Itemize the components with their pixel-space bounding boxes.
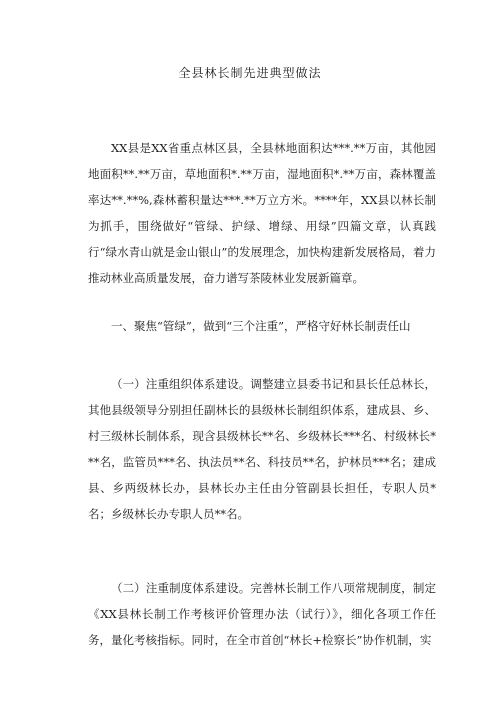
section-heading-1: 一、聚焦“管绿”，做到“三个注重”，严格守好林长制责任山 [111,319,411,333]
subsection-paragraph-2: （二）注重制度体系建设。完善林长制工作八项常规制度，制定《XX县林长制工作考核评价管理办法（试行）》，细化各项工作任务，量化考核指标。同时，在全市首创“林长+检察长”协作机制，实 [88,581,436,647]
document-title: 全县林长制先进典型做法 [178,66,322,80]
subsection-paragraph-1: （一）注重组织体系建设。调整建立县委书记和县长任总林长，其他县级领导分别担任副林长的县级林长制组织体系，建成县、乡、村三级林长制体系，现含县级林长**名、乡级林长***名、村级林长***名，监管员***名、执法员**名、科技员**名，护林员***名；建成县、乡两级林长办，县林长办主任由分管副县长担任，专职人员*名；乡级林长办专职人员**名。 [88,377,436,521]
intro-paragraph: XX县是XX省重点林区县，全县林地面积达***.**万亩，其他园地面积**.**万亩，草地面积*.**万亩，湿地面积*.**万亩，森林覆盖率达**.**%,森林蓄积量达***.**万立方米。****年，XX县以林长制为抓手，围绕做好“管绿、护绿、增绿、用绿”四篇文章，认真践行“绿水青山就是金山银山”的发展理念，加快构建新发展格局，着力推动林业高质量发展，奋力谱写茶陵林业发展新篇章。 [88,141,436,285]
